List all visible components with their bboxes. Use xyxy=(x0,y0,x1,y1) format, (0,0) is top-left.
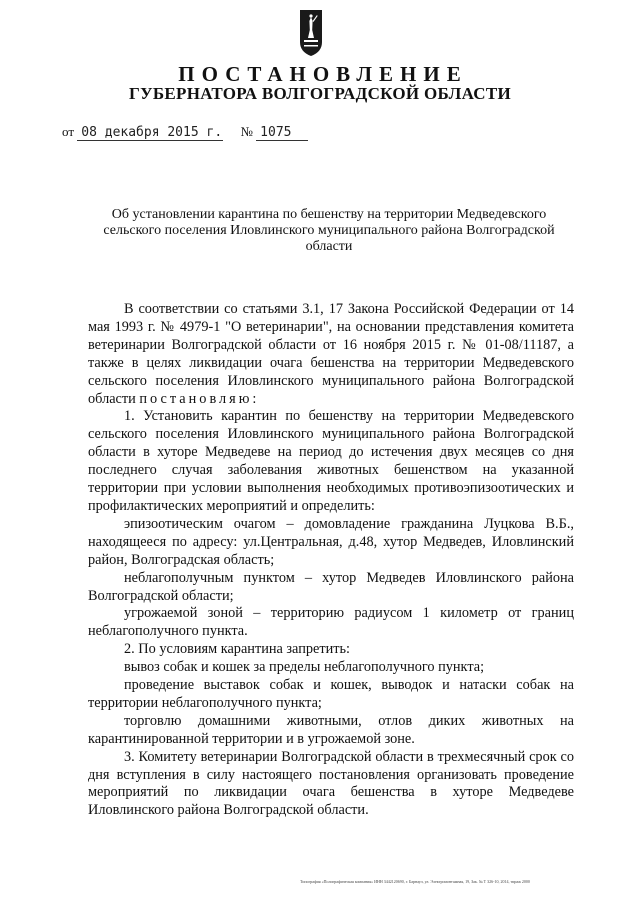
clause-3: 3. Комитету ветеринарии Волгоградской области в трехмесячный срок со дня вступления в силу настоящего постановления организовать проведение мероприятий по ликвидации очага бешенства в хуторе Медведеве Иловлинского района Волгоградской области. xyxy=(88,748,574,819)
volgograd-coat-of-arms-icon xyxy=(298,8,324,58)
document-title: ПОСТАНОВЛЕНИЕ xyxy=(178,62,468,86)
clause-1: 1. Установить карантин по бешенству на территории Медведевского сельского поселения Иловлинского муниципального района Волгоградской области в хуторе Медведеве на период до истечения двух месяцев со дня последнего случая заболевания животных бешенством на указанной территории при условии выполнения необходимых противоэпизоотических и профилактических мероприятий и определить: xyxy=(88,408,574,514)
printer-footer: Типография «Полиграфическая компания» ИНН 3442120690, г. Барнаул, ул. Электромонтажная, 19, Зак. № Т 326-10, 2014, тираж 2000 xyxy=(300,879,530,884)
intro-text: В соответствии со статьями 3.1, 17 Закона Российской Федерации от 14 мая 1993 г. № 4979-1 "О ветеринарии", на основании представления комитета ветеринарии Волгоградской области от 16 ноября 2015 г. № 01-08/11187, а также в целях ликвидации очага бешенства на территории Медведевского сельского поселения Иловлинского муниципального района Волгоградской области xyxy=(88,301,574,407)
resolve-word: постановляю: xyxy=(139,390,260,407)
number-prefix: № xyxy=(240,124,253,139)
clause-1a: эпизоотическим очагом – домовладение гражданина Луцкова В.Б., находящееся по адресу: ул.Центральная, д.48, хутор Медведев, Иловлинский район, Волгоградская область; xyxy=(88,515,574,568)
intro-paragraph xyxy=(88,301,574,408)
date-number-line xyxy=(62,124,308,141)
document-body xyxy=(88,301,574,820)
clause-2c: торговлю домашними животными, отлов диких животных на карантинированной территории и в угрожаемой зоне. xyxy=(88,712,574,747)
clause-2a: вывоз собак и кошек за пределы неблагополучного пункта; xyxy=(124,659,485,676)
date-prefix: от xyxy=(62,124,75,139)
document-issuer: ГУБЕРНАТОРА ВОЛГОГРАДСКОЙ ОБЛАСТИ xyxy=(128,84,512,103)
clause-2b: проведение выставок собак и кошек, выводок и натаски собак на территории неблагополучного пункта; xyxy=(88,677,574,711)
document-heading: Об установлении карантина по бешенству на территории Медведевского сельского поселения Иловлинского муниципального района Волгоградской области xyxy=(103,207,555,254)
clause-1b: неблагополучным пунктом – хутор Медведев Иловлинского района Волгоградской области; xyxy=(88,569,574,604)
number-value: 1075 xyxy=(256,126,308,141)
clause-2: 2. По условиям карантина запретить: xyxy=(124,641,350,658)
clause-1c: угрожаемой зоной – территорию радиусом 1 километр от границ неблагополучного пункта. xyxy=(88,605,574,640)
date-value: 08 декабря 2015 г. xyxy=(77,126,223,141)
